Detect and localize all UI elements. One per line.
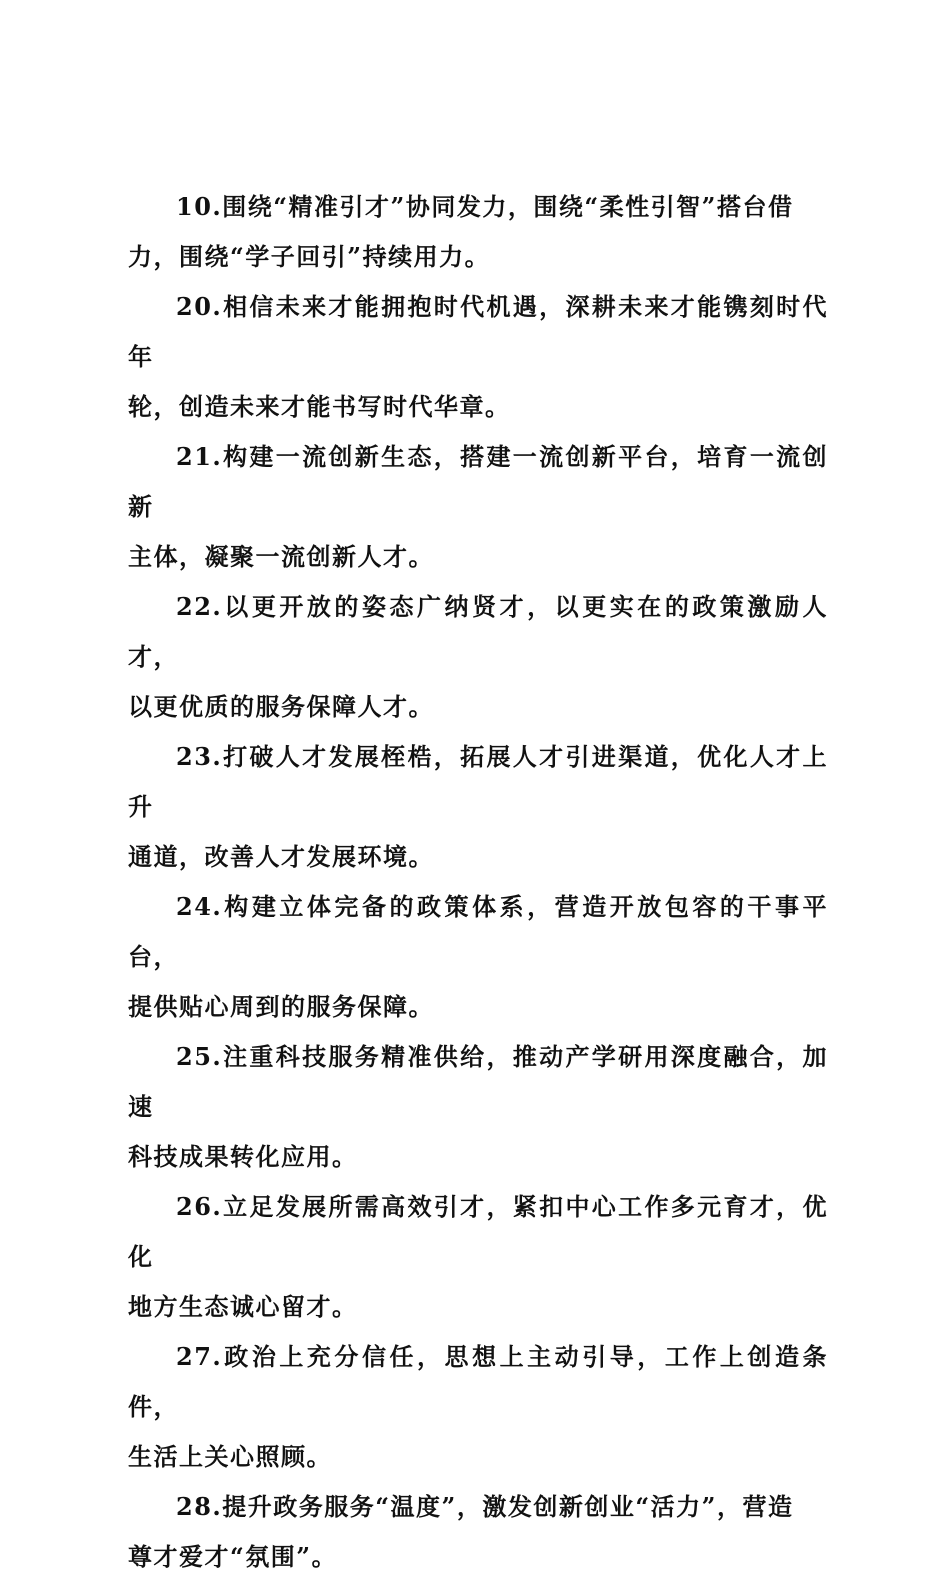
paragraph-22: 22.以更开放的姿态广纳贤才，以更实在的政策激励人才， 以更优质的服务保障人才。 [128,592,828,721]
paragraph-28: 28.提升政务服务“温度”，激发创新创业“活力”，营造 尊才爱才“氛围”。 [128,1492,794,1571]
paragraph-10: 10.围绕“精准引才”协同发力，围绕“柔性引智”搭台借 力，围绕“学子回引”持续用力。 [128,192,794,271]
paragraph-26: 26.立足发展所需高效引才，紧扣中心工作多元育才，优化 地方生态诚心留才。 [128,1192,828,1321]
paragraph-27: 27.政治上充分信任，思想上主动引导，工作上创造条件， 生活上关心照顾。 [128,1342,828,1471]
document-body [128,182,828,1582]
paragraph-20: 20.相信未来才能拥抱时代机遇，深耕未来才能镌刻时代年 轮，创造未来才能书写时代华章。 [128,292,828,421]
paragraph-25: 25.注重科技服务精准供给，推动产学研用深度融合，加速 科技成果转化应用。 [128,1042,828,1171]
paragraph-24: 24.构建立体完备的政策体系，营造开放包容的干事平台， 提供贴心周到的服务保障。 [128,892,828,1021]
paragraph-21: 21.构建一流创新生态，搭建一流创新平台，培育一流创新 主体，凝聚一流创新人才。 [128,442,828,571]
paragraph-23: 23.打破人才发展桎梏，拓展人才引进渠道，优化人才上升 通道，改善人才发展环境。 [128,742,828,871]
